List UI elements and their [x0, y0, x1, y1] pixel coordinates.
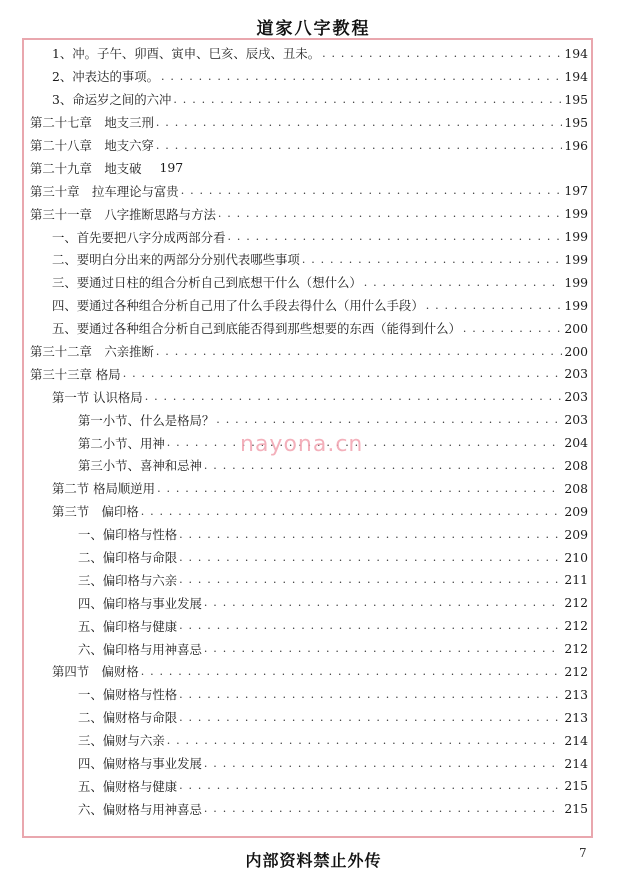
- toc-entry[interactable]: [30, 797, 590, 820]
- toc-entry-title: 二、偏印格与命限: [78, 550, 178, 566]
- dot-leader: [179, 551, 562, 564]
- toc-entry[interactable]: [30, 42, 590, 65]
- dot-leader: [145, 390, 563, 403]
- toc-entry[interactable]: [30, 408, 590, 431]
- toc-entry-page: 199: [564, 274, 588, 290]
- toc-entry[interactable]: [30, 294, 590, 317]
- dot-leader: [218, 207, 562, 220]
- toc-entry[interactable]: [30, 660, 590, 683]
- dot-leader: [364, 276, 563, 289]
- toc-entry-page: 195: [564, 114, 588, 130]
- toc-entry-title: 四、偏印格与事业发展: [78, 595, 202, 611]
- toc-entry[interactable]: [30, 156, 590, 179]
- page-number: 7: [579, 846, 587, 860]
- dot-leader: [204, 757, 562, 770]
- toc-entry[interactable]: [30, 248, 590, 271]
- toc-entry-title: 第三十一章 八字推断思路与方法: [30, 206, 216, 222]
- toc-entry[interactable]: [30, 179, 590, 202]
- toc-entry[interactable]: [30, 637, 590, 660]
- toc-entry[interactable]: [30, 111, 590, 134]
- toc-entry-page: 197: [564, 183, 588, 199]
- toc-entry-title: 第二小节、用神: [78, 435, 165, 451]
- toc-entry-title: 第三节 偏印格: [52, 504, 139, 520]
- toc-entry-title: 四、要通过各种组合分析自己用了什么手段去得什么（用什么手段）: [52, 298, 424, 314]
- toc-entry-page: 211: [564, 572, 588, 588]
- toc-entry-page: 194: [564, 68, 588, 84]
- toc-entry[interactable]: [30, 752, 590, 775]
- toc-entry[interactable]: [30, 271, 590, 294]
- dot-leader: [216, 413, 562, 426]
- toc-entry[interactable]: [30, 706, 590, 729]
- toc-entry-title: 三、要通过日柱的组合分析自己到底想干什么（想什么）: [52, 275, 362, 291]
- toc-entry[interactable]: [30, 683, 590, 706]
- toc-entry-title: 第二十七章 地支三刑: [30, 115, 154, 131]
- toc-entry-title: 五、要通过各种组合分析自己到底能否得到那些想要的东西（能得到什么）: [52, 321, 461, 337]
- toc-entry-title: 第二节 格局顺逆用: [52, 481, 156, 497]
- toc-entry-title: 三、偏财与六亲: [78, 733, 165, 749]
- dot-leader: [204, 596, 562, 609]
- toc-entry-page: 203: [564, 389, 588, 405]
- watermark: nayona.cn: [240, 432, 364, 457]
- dot-leader: [167, 734, 563, 747]
- dot-leader: [426, 299, 563, 312]
- footer-notice: 内部资料禁止外传: [245, 851, 382, 870]
- dot-leader: [179, 573, 562, 586]
- toc-entry[interactable]: [30, 202, 590, 225]
- dot-leader: [141, 505, 563, 518]
- toc-entry-title: 第三十三章 格局: [30, 366, 121, 382]
- toc-entry-page: 215: [564, 801, 588, 817]
- toc-entry-page: 212: [564, 641, 588, 657]
- toc-entry[interactable]: [30, 134, 590, 157]
- dot-leader: [156, 139, 562, 152]
- toc-entry-title: 第一节 认识格局: [52, 389, 143, 405]
- toc-entry-title: 第三小节、喜神和忌神: [78, 458, 202, 474]
- dot-leader: [157, 482, 562, 495]
- toc-entry[interactable]: [30, 225, 590, 248]
- toc-entry-title: 第二十九章 地支破: [30, 160, 142, 176]
- dot-leader: [167, 436, 563, 449]
- toc-entry-page: 209: [564, 503, 588, 519]
- toc-entry-page: 215: [564, 778, 588, 794]
- toc-entry-page: 212: [564, 595, 588, 611]
- dot-leader: [179, 688, 562, 701]
- dot-leader: [123, 367, 563, 380]
- toc-entry-page: 204: [564, 435, 588, 451]
- toc-entry-title: 三、偏印格与六亲: [78, 572, 178, 588]
- toc-entry-page: 199: [564, 229, 588, 245]
- toc-entry-title: 六、偏印格与用神喜忌: [78, 641, 202, 657]
- toc-entry-page: 208: [564, 480, 588, 496]
- toc-entry[interactable]: [30, 65, 590, 88]
- toc-entry-page: 196: [564, 137, 588, 153]
- toc-entry-page: 203: [564, 412, 588, 428]
- dot-leader: [181, 184, 563, 197]
- toc-entry-title: 第三十二章 六亲推断: [30, 344, 154, 360]
- dot-leader: [161, 70, 562, 83]
- toc-entry-title: 3、命运岁之间的六冲: [52, 92, 172, 108]
- toc-entry[interactable]: [30, 775, 590, 798]
- toc-entry-title: 第二十八章 地支六穿: [30, 138, 154, 153]
- toc-entry-title: 二、要明白分出来的两部分分别代表哪些事项: [52, 252, 300, 268]
- toc-entry[interactable]: [30, 729, 590, 752]
- toc-entry[interactable]: [30, 614, 590, 637]
- toc-entry-title: 六、偏财格与用神喜忌: [78, 801, 202, 817]
- toc-entry-page: 213: [564, 686, 588, 702]
- toc-entry-page: 195: [564, 91, 588, 107]
- toc-entry-page: 212: [564, 618, 588, 634]
- toc-entry-page: 208: [564, 457, 588, 473]
- toc-entry[interactable]: [30, 385, 590, 408]
- toc-entry-title: 第一小节、什么是格局？: [78, 412, 215, 428]
- dot-leader: [156, 345, 562, 358]
- dot-leader: [227, 230, 562, 243]
- toc-entry[interactable]: [30, 362, 590, 385]
- toc-entry-page: 214: [564, 755, 588, 771]
- toc-entry-page: 199: [564, 297, 588, 313]
- toc-entry[interactable]: [30, 340, 590, 363]
- toc-entry-title: 五、偏印格与健康: [78, 618, 178, 634]
- toc-entry-title: 第三十章 拉车理论与富贵: [30, 183, 179, 199]
- dot-leader: [173, 93, 562, 106]
- dot-leader: [302, 253, 563, 266]
- dot-leader: [204, 459, 562, 472]
- dot-leader: [322, 47, 562, 60]
- toc-entry[interactable]: [30, 546, 590, 569]
- toc-entry-page: 199: [564, 206, 588, 222]
- toc-entry[interactable]: [30, 591, 590, 614]
- toc-entry-title: 2、冲表达的事项。: [52, 69, 160, 85]
- toc-entry[interactable]: [30, 317, 590, 340]
- toc-entry-page: 197: [159, 160, 184, 176]
- toc-entry-page: 213: [564, 709, 588, 725]
- toc-entry-page: 200: [564, 343, 588, 359]
- toc-entry-title: 一、偏财格与性格: [78, 687, 178, 703]
- dot-leader: [204, 802, 562, 815]
- toc-entry[interactable]: [30, 454, 590, 477]
- toc-entry-title: 五、偏财格与健康: [78, 778, 178, 794]
- toc-entry-page: 200: [564, 320, 588, 336]
- toc-entry-title: 一、首先要把八字分成两部分看: [52, 229, 226, 245]
- toc-entry[interactable]: [30, 88, 590, 111]
- toc-entry-page: 214: [564, 732, 588, 748]
- toc-entry-title: 第四节 偏财格: [52, 664, 139, 680]
- toc-entry-title: 二、偏财格与命限: [78, 710, 178, 726]
- dot-leader: [156, 116, 562, 129]
- document-title: 道家八字教程: [256, 19, 371, 39]
- dot-leader: [179, 528, 562, 541]
- toc-entry[interactable]: [30, 500, 590, 523]
- toc-entry-title: 四、偏财格与事业发展: [78, 756, 202, 772]
- toc-entry[interactable]: [30, 568, 590, 591]
- toc-entry-page: 210: [564, 549, 588, 565]
- dot-leader: [179, 711, 562, 724]
- toc-entry-title: 一、偏印格与性格: [78, 527, 178, 543]
- toc-entry-page: 212: [564, 663, 588, 679]
- toc-entry-title: 1、冲。子午、卯酉、寅申、巳亥、辰戌、丑未。: [52, 46, 321, 62]
- toc-entry-page: 199: [564, 251, 588, 267]
- dot-leader: [141, 665, 563, 678]
- toc-entry[interactable]: [30, 477, 590, 500]
- toc-entry[interactable]: [30, 523, 590, 546]
- dot-leader: [463, 322, 562, 335]
- toc-entry-page: 209: [564, 526, 588, 542]
- toc-entry-page: 194: [564, 45, 588, 61]
- dot-leader: [204, 642, 562, 655]
- toc-entry-page: 203: [564, 366, 588, 382]
- dot-leader: [179, 619, 562, 632]
- dot-leader: [179, 779, 562, 792]
